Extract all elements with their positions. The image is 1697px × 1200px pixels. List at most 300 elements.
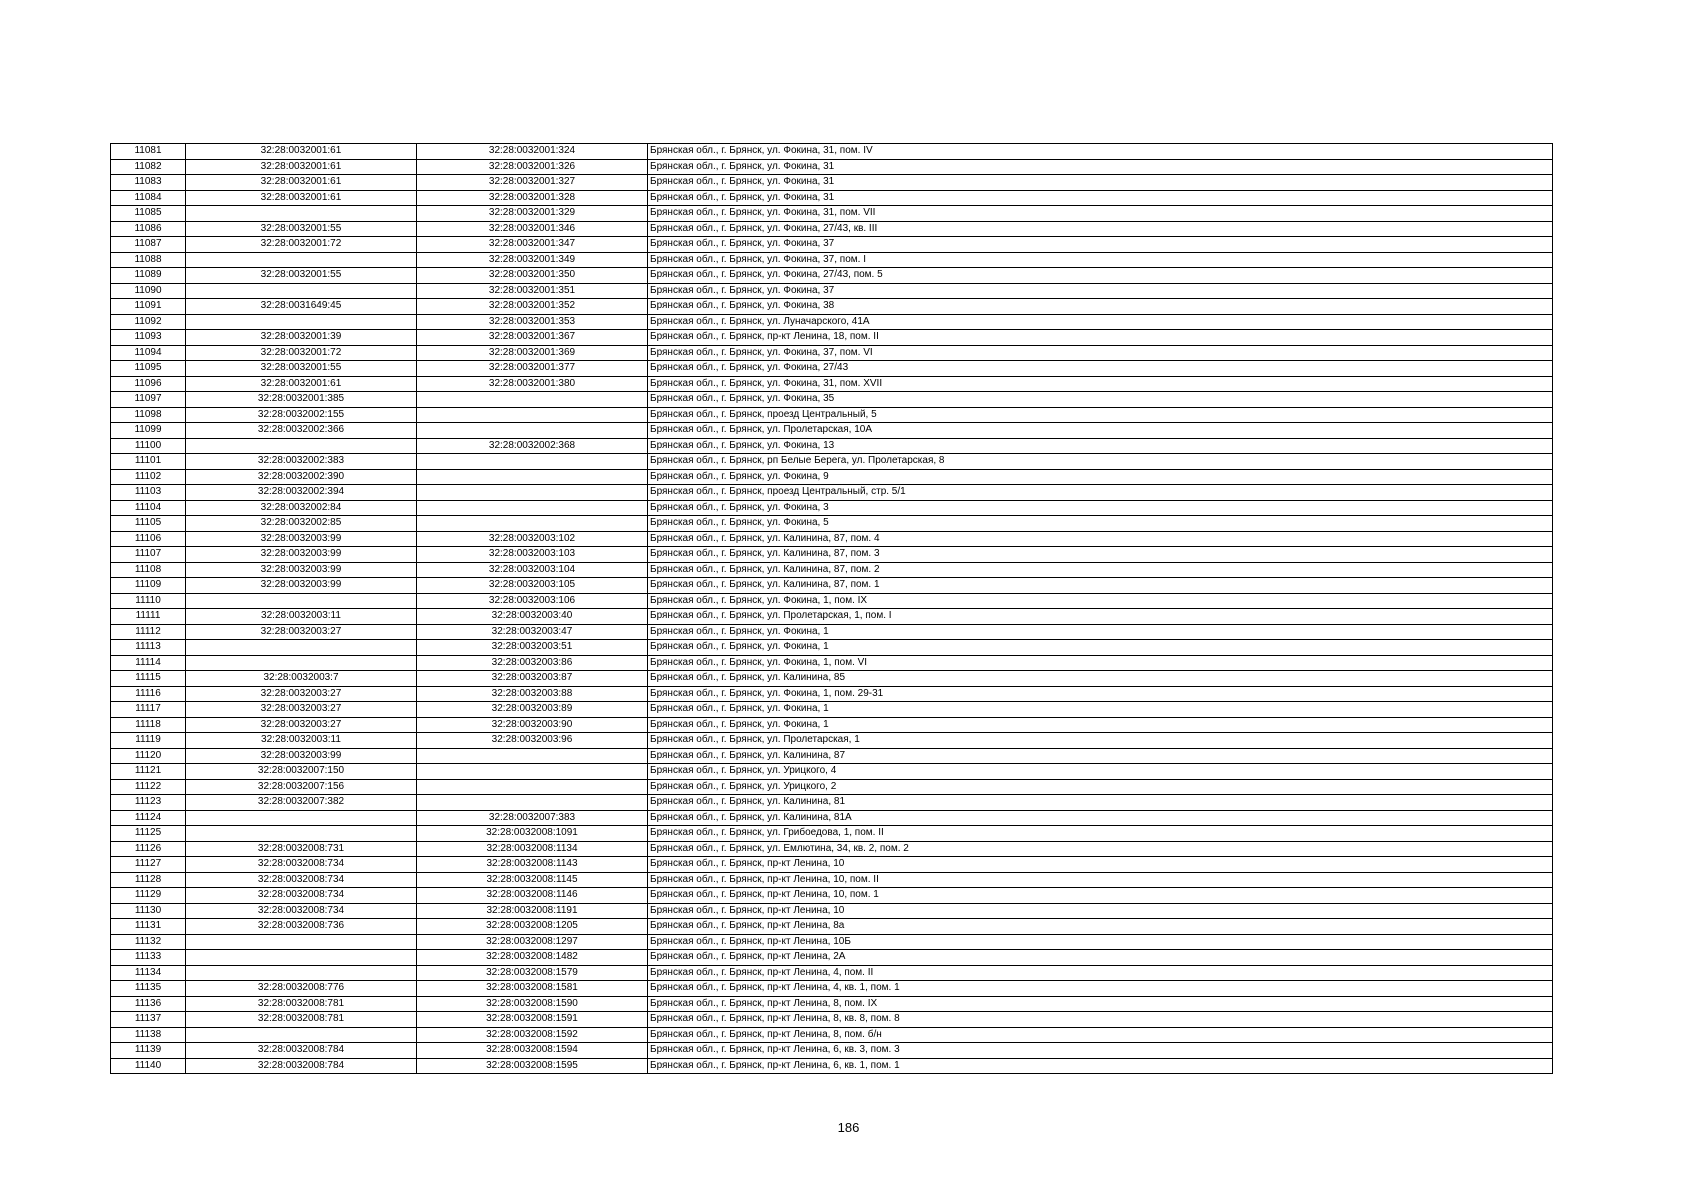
table-row — [111, 500, 1553, 516]
cadastral-number-cell: 32:28:0032001:326 — [417, 159, 648, 175]
row-number-cell: 11115 — [111, 671, 186, 687]
cadastral-number-cell: 32:28:0032008:1591 — [417, 1012, 648, 1028]
cadastral-number-cell: 32:28:0032001:327 — [417, 175, 648, 191]
cadastral-number-cell: 32:28:0032003:51 — [417, 640, 648, 656]
table-row — [111, 841, 1553, 857]
table-row — [111, 1058, 1553, 1074]
table-row — [111, 934, 1553, 950]
row-number-cell: 11125 — [111, 826, 186, 842]
row-number-cell: 11130 — [111, 903, 186, 919]
row-number-cell: 11116 — [111, 686, 186, 702]
parent-cadastral-number-cell: 32:28:0032001:55 — [186, 361, 417, 377]
parent-cadastral-number-cell: 32:28:0032003:99 — [186, 547, 417, 563]
parent-cadastral-number-cell: 32:28:0032008:781 — [186, 1012, 417, 1028]
cadastral-number-cell: 32:28:0032001:380 — [417, 376, 648, 392]
parent-cadastral-number-cell — [186, 965, 417, 981]
parent-cadastral-number-cell: 32:28:0032001:55 — [186, 221, 417, 237]
address-cell: Брянская обл., г. Брянск, ул. Фокина, 27/43, пом. 5 — [648, 268, 1553, 284]
row-number-cell: 11140 — [111, 1058, 186, 1074]
address-cell: Брянская обл., г. Брянск, рп Белые Берега, ул. Пролетарская, 8 — [648, 454, 1553, 470]
row-number-cell: 11134 — [111, 965, 186, 981]
cadastral-number-cell: 32:28:0032001:346 — [417, 221, 648, 237]
address-cell: Брянская обл., г. Брянск, ул. Калинина, 81А — [648, 810, 1553, 826]
parent-cadastral-number-cell: 32:28:0032003:27 — [186, 717, 417, 733]
row-number-cell: 11094 — [111, 345, 186, 361]
parent-cadastral-number-cell: 32:28:0032001:72 — [186, 237, 417, 253]
address-cell: Брянская обл., г. Брянск, пр-кт Ленина, 6, кв. 3, пом. 3 — [648, 1043, 1553, 1059]
address-cell: Брянская обл., г. Брянск, пр-кт Ленина, 8а — [648, 919, 1553, 935]
cadastral-number-cell: 32:28:0032008:1134 — [417, 841, 648, 857]
address-cell: Брянская обл., г. Брянск, ул. Калинина, 87, пом. 3 — [648, 547, 1553, 563]
cadastral-number-cell: 32:28:0032007:383 — [417, 810, 648, 826]
address-cell: Брянская обл., г. Брянск, ул. Фокина, 3 — [648, 500, 1553, 516]
cadastral-number-cell: 32:28:0032008:1143 — [417, 857, 648, 873]
cadastral-number-cell: 32:28:0032008:1482 — [417, 950, 648, 966]
row-number-cell: 11088 — [111, 252, 186, 268]
table-row — [111, 795, 1553, 811]
row-number-cell: 11091 — [111, 299, 186, 315]
address-cell: Брянская обл., г. Брянск, ул. Урицкого, 2 — [648, 779, 1553, 795]
cadastral-number-cell — [417, 779, 648, 795]
cadastral-number-cell — [417, 748, 648, 764]
address-cell: Брянская обл., г. Брянск, проезд Центральный, 5 — [648, 407, 1553, 423]
cadastral-number-cell: 32:28:0032001:353 — [417, 314, 648, 330]
row-number-cell: 11106 — [111, 531, 186, 547]
address-cell: Брянская обл., г. Брянск, пр-кт Ленина, 4, кв. 1, пом. 1 — [648, 981, 1553, 997]
table-row — [111, 547, 1553, 563]
cadastral-number-cell: 32:28:0032002:368 — [417, 438, 648, 454]
row-number-cell: 11086 — [111, 221, 186, 237]
table-row — [111, 593, 1553, 609]
cadastral-number-cell: 32:28:0032003:90 — [417, 717, 648, 733]
address-cell: Брянская обл., г. Брянск, ул. Фокина, 1 — [648, 624, 1553, 640]
table-row — [111, 686, 1553, 702]
parent-cadastral-number-cell: 32:28:0032003:99 — [186, 748, 417, 764]
row-number-cell: 11098 — [111, 407, 186, 423]
cadastral-number-cell: 32:28:0032001:347 — [417, 237, 648, 253]
parent-cadastral-number-cell — [186, 826, 417, 842]
table-row — [111, 609, 1553, 625]
table-row — [111, 392, 1553, 408]
address-cell: Брянская обл., г. Брянск, ул. Фокина, 31 — [648, 190, 1553, 206]
parent-cadastral-number-cell: 32:28:0032002:390 — [186, 469, 417, 485]
cadastral-number-cell: 32:28:0032003:88 — [417, 686, 648, 702]
row-number-cell: 11123 — [111, 795, 186, 811]
table-row — [111, 748, 1553, 764]
row-number-cell: 11082 — [111, 159, 186, 175]
parent-cadastral-number-cell: 32:28:0032008:781 — [186, 996, 417, 1012]
address-cell: Брянская обл., г. Брянск, пр-кт Ленина, 10, пом. II — [648, 872, 1553, 888]
table-row — [111, 361, 1553, 377]
table-row — [111, 903, 1553, 919]
table-row — [111, 717, 1553, 733]
address-cell: Брянская обл., г. Брянск, пр-кт Ленина, 10 — [648, 903, 1553, 919]
address-cell: Брянская обл., г. Брянск, ул. Пролетарская, 1 — [648, 733, 1553, 749]
cadastral-number-cell — [417, 795, 648, 811]
table-row — [111, 826, 1553, 842]
row-number-cell: 11093 — [111, 330, 186, 346]
address-cell: Брянская обл., г. Брянск, ул. Фокина, 27/43 — [648, 361, 1553, 377]
address-cell: Брянская обл., г. Брянск, ул. Фокина, 31, пом. IV — [648, 144, 1553, 160]
table-row — [111, 268, 1553, 284]
parent-cadastral-number-cell: 32:28:0032002:366 — [186, 423, 417, 439]
table-row — [111, 206, 1553, 222]
table-row — [111, 810, 1553, 826]
row-number-cell: 11117 — [111, 702, 186, 718]
address-cell: Брянская обл., г. Брянск, ул. Фокина, 38 — [648, 299, 1553, 315]
parent-cadastral-number-cell: 32:28:0032008:784 — [186, 1058, 417, 1074]
row-number-cell: 11124 — [111, 810, 186, 826]
parent-cadastral-number-cell: 32:28:0032003:99 — [186, 531, 417, 547]
row-number-cell: 11121 — [111, 764, 186, 780]
cadastral-number-cell: 32:28:0032008:1146 — [417, 888, 648, 904]
table-row — [111, 888, 1553, 904]
address-cell: Брянская обл., г. Брянск, ул. Калинина, 87, пом. 1 — [648, 578, 1553, 594]
address-cell: Брянская обл., г. Брянск, пр-кт Ленина, 18, пом. II — [648, 330, 1553, 346]
parent-cadastral-number-cell: 32:28:0032007:156 — [186, 779, 417, 795]
cadastral-number-cell: 32:28:0032003:104 — [417, 562, 648, 578]
address-cell: Брянская обл., г. Брянск, ул. Калинина, 81 — [648, 795, 1553, 811]
row-number-cell: 11131 — [111, 919, 186, 935]
row-number-cell: 11103 — [111, 485, 186, 501]
parent-cadastral-number-cell: 32:28:0032008:736 — [186, 919, 417, 935]
table-row — [111, 376, 1553, 392]
address-cell: Брянская обл., г. Брянск, ул. Емлютина, 34, кв. 2, пом. 2 — [648, 841, 1553, 857]
cadastral-number-cell: 32:28:0032003:102 — [417, 531, 648, 547]
table-row — [111, 965, 1553, 981]
parent-cadastral-number-cell — [186, 314, 417, 330]
row-number-cell: 11133 — [111, 950, 186, 966]
row-number-cell: 11137 — [111, 1012, 186, 1028]
parent-cadastral-number-cell: 32:28:0032003:7 — [186, 671, 417, 687]
row-number-cell: 11128 — [111, 872, 186, 888]
address-cell: Брянская обл., г. Брянск, пр-кт Ленина, 10 — [648, 857, 1553, 873]
cadastral-number-cell — [417, 485, 648, 501]
table-row — [111, 283, 1553, 299]
cadastral-number-cell: 32:28:0032008:1205 — [417, 919, 648, 935]
cadastral-number-cell — [417, 500, 648, 516]
parent-cadastral-number-cell: 32:28:0032001:39 — [186, 330, 417, 346]
table-row — [111, 919, 1553, 935]
table-row — [111, 702, 1553, 718]
address-cell: Брянская обл., г. Брянск, ул. Фокина, 1 — [648, 717, 1553, 733]
cadastral-number-cell — [417, 764, 648, 780]
parent-cadastral-number-cell: 32:28:0032008:734 — [186, 888, 417, 904]
row-number-cell: 11092 — [111, 314, 186, 330]
cadastral-number-cell: 32:28:0032003:86 — [417, 655, 648, 671]
table-row — [111, 950, 1553, 966]
row-number-cell: 11096 — [111, 376, 186, 392]
parent-cadastral-number-cell: 32:28:0032003:11 — [186, 609, 417, 625]
table-row — [111, 237, 1553, 253]
address-cell: Брянская обл., г. Брянск, ул. Калинина, 87, пом. 4 — [648, 531, 1553, 547]
cadastral-number-cell — [417, 423, 648, 439]
address-cell: Брянская обл., г. Брянск, пр-кт Ленина, 8, кв. 8, пом. 8 — [648, 1012, 1553, 1028]
address-cell: Брянская обл., г. Брянск, ул. Фокина, 37, пом. I — [648, 252, 1553, 268]
cadastral-number-cell: 32:28:0032001:324 — [417, 144, 648, 160]
parent-cadastral-number-cell: 32:28:0032002:155 — [186, 407, 417, 423]
row-number-cell: 11097 — [111, 392, 186, 408]
parent-cadastral-number-cell — [186, 1027, 417, 1043]
cadastral-number-cell: 32:28:0032001:350 — [417, 268, 648, 284]
cadastral-number-cell: 32:28:0032001:367 — [417, 330, 648, 346]
parent-cadastral-number-cell: 32:28:0032002:394 — [186, 485, 417, 501]
cadastral-number-cell: 32:28:0032003:106 — [417, 593, 648, 609]
table-row — [111, 779, 1553, 795]
register-table-body — [111, 144, 1553, 1074]
cadastral-number-cell: 32:28:0032008:1297 — [417, 934, 648, 950]
address-cell: Брянская обл., г. Брянск, ул. Фокина, 9 — [648, 469, 1553, 485]
parent-cadastral-number-cell: 32:28:0032008:734 — [186, 872, 417, 888]
table-row — [111, 299, 1553, 315]
table-row — [111, 159, 1553, 175]
parent-cadastral-number-cell: 32:28:0032002:85 — [186, 516, 417, 532]
address-cell: Брянская обл., г. Брянск, ул. Фокина, 1, пом. 29-31 — [648, 686, 1553, 702]
row-number-cell: 11081 — [111, 144, 186, 160]
row-number-cell: 11110 — [111, 593, 186, 609]
page-number: 186 — [837, 1120, 860, 1135]
parent-cadastral-number-cell: 32:28:0032001:72 — [186, 345, 417, 361]
cadastral-number-cell — [417, 407, 648, 423]
address-cell: Брянская обл., г. Брянск, пр-кт Ленина, 4, пом. II — [648, 965, 1553, 981]
address-cell: Брянская обл., г. Брянск, ул. Фокина, 1, пом. VI — [648, 655, 1553, 671]
cadastral-number-cell: 32:28:0032001:351 — [417, 283, 648, 299]
row-number-cell: 11126 — [111, 841, 186, 857]
row-number-cell: 11084 — [111, 190, 186, 206]
table-row — [111, 624, 1553, 640]
cadastral-number-cell: 32:28:0032008:1594 — [417, 1043, 648, 1059]
row-number-cell: 11100 — [111, 438, 186, 454]
cadastral-number-cell: 32:28:0032001:377 — [417, 361, 648, 377]
cadastral-number-cell — [417, 516, 648, 532]
parent-cadastral-number-cell: 32:28:0032007:150 — [186, 764, 417, 780]
address-cell: Брянская обл., г. Брянск, ул. Фокина, 27/43, кв. III — [648, 221, 1553, 237]
cadastral-number-cell: 32:28:0032001:349 — [417, 252, 648, 268]
address-cell: Брянская обл., г. Брянск, ул. Калинина, 87, пом. 2 — [648, 562, 1553, 578]
parent-cadastral-number-cell: 32:28:0031649:45 — [186, 299, 417, 315]
address-cell: Брянская обл., г. Брянск, ул. Фокина, 31 — [648, 159, 1553, 175]
address-cell: Брянская обл., г. Брянск, ул. Грибоедова, 1, пом. II — [648, 826, 1553, 842]
parent-cadastral-number-cell: 32:28:0032003:27 — [186, 624, 417, 640]
parent-cadastral-number-cell — [186, 283, 417, 299]
row-number-cell: 11139 — [111, 1043, 186, 1059]
address-cell: Брянская обл., г. Брянск, ул. Фокина, 31, пом. VII — [648, 206, 1553, 222]
address-cell: Брянская обл., г. Брянск, пр-кт Ленина, 2А — [648, 950, 1553, 966]
parent-cadastral-number-cell — [186, 655, 417, 671]
cadastral-number-cell: 32:28:0032003:89 — [417, 702, 648, 718]
row-number-cell: 11118 — [111, 717, 186, 733]
row-number-cell: 11119 — [111, 733, 186, 749]
table-row — [111, 578, 1553, 594]
parent-cadastral-number-cell: 32:28:0032008:734 — [186, 857, 417, 873]
cadastral-number-cell: 32:28:0032003:87 — [417, 671, 648, 687]
table-row — [111, 485, 1553, 501]
address-cell: Брянская обл., г. Брянск, ул. Фокина, 37 — [648, 283, 1553, 299]
parent-cadastral-number-cell — [186, 252, 417, 268]
table-row — [111, 733, 1553, 749]
row-number-cell: 11120 — [111, 748, 186, 764]
address-cell: Брянская обл., г. Брянск, ул. Фокина, 1 — [648, 640, 1553, 656]
address-cell: Брянская обл., г. Брянск, ул. Фокина, 31, пом. XVII — [648, 376, 1553, 392]
address-cell: Брянская обл., г. Брянск, ул. Калинина, 87 — [648, 748, 1553, 764]
table-row — [111, 330, 1553, 346]
row-number-cell: 11138 — [111, 1027, 186, 1043]
cadastral-number-cell: 32:28:0032008:1091 — [417, 826, 648, 842]
address-cell: Брянская обл., г. Брянск, ул. Фокина, 37, пом. VI — [648, 345, 1553, 361]
table-row — [111, 640, 1553, 656]
table-row — [111, 407, 1553, 423]
address-cell: Брянская обл., г. Брянск, пр-кт Ленина, 8, пом. IX — [648, 996, 1553, 1012]
parent-cadastral-number-cell — [186, 950, 417, 966]
cadastral-number-cell: 32:28:0032001:329 — [417, 206, 648, 222]
row-number-cell: 11113 — [111, 640, 186, 656]
parent-cadastral-number-cell: 32:28:0032001:61 — [186, 376, 417, 392]
register-table — [110, 143, 1553, 1074]
row-number-cell: 11087 — [111, 237, 186, 253]
parent-cadastral-number-cell — [186, 934, 417, 950]
parent-cadastral-number-cell: 32:28:0032001:61 — [186, 190, 417, 206]
row-number-cell: 11109 — [111, 578, 186, 594]
row-number-cell: 11114 — [111, 655, 186, 671]
row-number-cell: 11105 — [111, 516, 186, 532]
cadastral-number-cell: 32:28:0032008:1595 — [417, 1058, 648, 1074]
address-cell: Брянская обл., г. Брянск, пр-кт Ленина, 10, пом. 1 — [648, 888, 1553, 904]
address-cell: Брянская обл., г. Брянск, ул. Фокина, 1 — [648, 702, 1553, 718]
address-cell: Брянская обл., г. Брянск, ул. Фокина, 31 — [648, 175, 1553, 191]
table-row — [111, 1043, 1553, 1059]
address-cell: Брянская обл., г. Брянск, ул. Фокина, 5 — [648, 516, 1553, 532]
address-cell: Брянская обл., г. Брянск, ул. Фокина, 1, пом. IX — [648, 593, 1553, 609]
cadastral-number-cell: 32:28:0032001:352 — [417, 299, 648, 315]
row-number-cell: 11132 — [111, 934, 186, 950]
cadastral-number-cell — [417, 392, 648, 408]
cadastral-number-cell: 32:28:0032003:40 — [417, 609, 648, 625]
cadastral-number-cell: 32:28:0032003:103 — [417, 547, 648, 563]
address-cell: Брянская обл., г. Брянск, ул. Фокина, 13 — [648, 438, 1553, 454]
table-row — [111, 190, 1553, 206]
cadastral-number-cell: 32:28:0032008:1590 — [417, 996, 648, 1012]
parent-cadastral-number-cell — [186, 206, 417, 222]
cadastral-number-cell — [417, 454, 648, 470]
row-number-cell: 11135 — [111, 981, 186, 997]
cadastral-number-cell: 32:28:0032008:1191 — [417, 903, 648, 919]
address-cell: Брянская обл., г. Брянск, ул. Луначарского, 41А — [648, 314, 1553, 330]
table-row — [111, 144, 1553, 160]
cadastral-number-cell: 32:28:0032008:1581 — [417, 981, 648, 997]
parent-cadastral-number-cell — [186, 640, 417, 656]
cadastral-number-cell: 32:28:0032001:369 — [417, 345, 648, 361]
parent-cadastral-number-cell: 32:28:0032002:84 — [186, 500, 417, 516]
row-number-cell: 11107 — [111, 547, 186, 563]
cadastral-number-cell: 32:28:0032003:105 — [417, 578, 648, 594]
parent-cadastral-number-cell: 32:28:0032003:99 — [186, 578, 417, 594]
parent-cadastral-number-cell: 32:28:0032001:385 — [186, 392, 417, 408]
cadastral-number-cell: 32:28:0032008:1145 — [417, 872, 648, 888]
parent-cadastral-number-cell: 32:28:0032008:731 — [186, 841, 417, 857]
parent-cadastral-number-cell: 32:28:0032003:99 — [186, 562, 417, 578]
table-row — [111, 764, 1553, 780]
table-row — [111, 175, 1553, 191]
parent-cadastral-number-cell: 32:28:0032008:734 — [186, 903, 417, 919]
table-row — [111, 1012, 1553, 1028]
row-number-cell: 11099 — [111, 423, 186, 439]
address-cell: Брянская обл., г. Брянск, пр-кт Ленина, 8, пом. б/н — [648, 1027, 1553, 1043]
cadastral-number-cell: 32:28:0032008:1592 — [417, 1027, 648, 1043]
row-number-cell: 11083 — [111, 175, 186, 191]
parent-cadastral-number-cell — [186, 593, 417, 609]
address-cell: Брянская обл., г. Брянск, ул. Урицкого, 4 — [648, 764, 1553, 780]
table-row — [111, 996, 1553, 1012]
address-cell: Брянская обл., г. Брянск, проезд Центральный, стр. 5/1 — [648, 485, 1553, 501]
row-number-cell: 11108 — [111, 562, 186, 578]
row-number-cell: 11122 — [111, 779, 186, 795]
row-number-cell: 11111 — [111, 609, 186, 625]
table-row — [111, 1027, 1553, 1043]
table-row — [111, 221, 1553, 237]
address-cell: Брянская обл., г. Брянск, ул. Фокина, 37 — [648, 237, 1553, 253]
row-number-cell: 11112 — [111, 624, 186, 640]
row-number-cell: 11101 — [111, 454, 186, 470]
cadastral-number-cell: 32:28:0032003:96 — [417, 733, 648, 749]
table-row — [111, 423, 1553, 439]
row-number-cell: 11102 — [111, 469, 186, 485]
table-row — [111, 872, 1553, 888]
parent-cadastral-number-cell: 32:28:0032003:27 — [186, 686, 417, 702]
table-row — [111, 857, 1553, 873]
row-number-cell: 11085 — [111, 206, 186, 222]
parent-cadastral-number-cell: 32:28:0032008:784 — [186, 1043, 417, 1059]
parent-cadastral-number-cell: 32:28:0032002:383 — [186, 454, 417, 470]
address-cell: Брянская обл., г. Брянск, ул. Пролетарская, 1, пом. I — [648, 609, 1553, 625]
table-row — [111, 981, 1553, 997]
row-number-cell: 11136 — [111, 996, 186, 1012]
table-row — [111, 469, 1553, 485]
address-cell: Брянская обл., г. Брянск, ул. Пролетарская, 10А — [648, 423, 1553, 439]
table-row — [111, 531, 1553, 547]
table-row — [111, 438, 1553, 454]
table-row — [111, 671, 1553, 687]
cadastral-number-cell: 32:28:0032008:1579 — [417, 965, 648, 981]
address-cell: Брянская обл., г. Брянск, пр-кт Ленина, 10Б — [648, 934, 1553, 950]
table-row — [111, 314, 1553, 330]
address-cell: Брянская обл., г. Брянск, пр-кт Ленина, 6, кв. 1, пом. 1 — [648, 1058, 1553, 1074]
parent-cadastral-number-cell: 32:28:0032001:55 — [186, 268, 417, 284]
parent-cadastral-number-cell: 32:28:0032001:61 — [186, 175, 417, 191]
row-number-cell: 11089 — [111, 268, 186, 284]
row-number-cell: 11095 — [111, 361, 186, 377]
parent-cadastral-number-cell: 32:28:0032003:11 — [186, 733, 417, 749]
cadastral-number-cell: 32:28:0032003:47 — [417, 624, 648, 640]
cadastral-number-cell: 32:28:0032001:328 — [417, 190, 648, 206]
table-row — [111, 516, 1553, 532]
parent-cadastral-number-cell: 32:28:0032007:382 — [186, 795, 417, 811]
parent-cadastral-number-cell: 32:28:0032003:27 — [186, 702, 417, 718]
row-number-cell: 11127 — [111, 857, 186, 873]
address-cell: Брянская обл., г. Брянск, ул. Фокина, 35 — [648, 392, 1553, 408]
table-row — [111, 454, 1553, 470]
row-number-cell: 11090 — [111, 283, 186, 299]
table-row — [111, 252, 1553, 268]
table-row — [111, 655, 1553, 671]
parent-cadastral-number-cell — [186, 810, 417, 826]
parent-cadastral-number-cell — [186, 438, 417, 454]
cadastral-number-cell — [417, 469, 648, 485]
table-row — [111, 562, 1553, 578]
row-number-cell: 11104 — [111, 500, 186, 516]
parent-cadastral-number-cell: 32:28:0032001:61 — [186, 144, 417, 160]
parent-cadastral-number-cell: 32:28:0032008:776 — [186, 981, 417, 997]
address-cell: Брянская обл., г. Брянск, ул. Калинина, 85 — [648, 671, 1553, 687]
